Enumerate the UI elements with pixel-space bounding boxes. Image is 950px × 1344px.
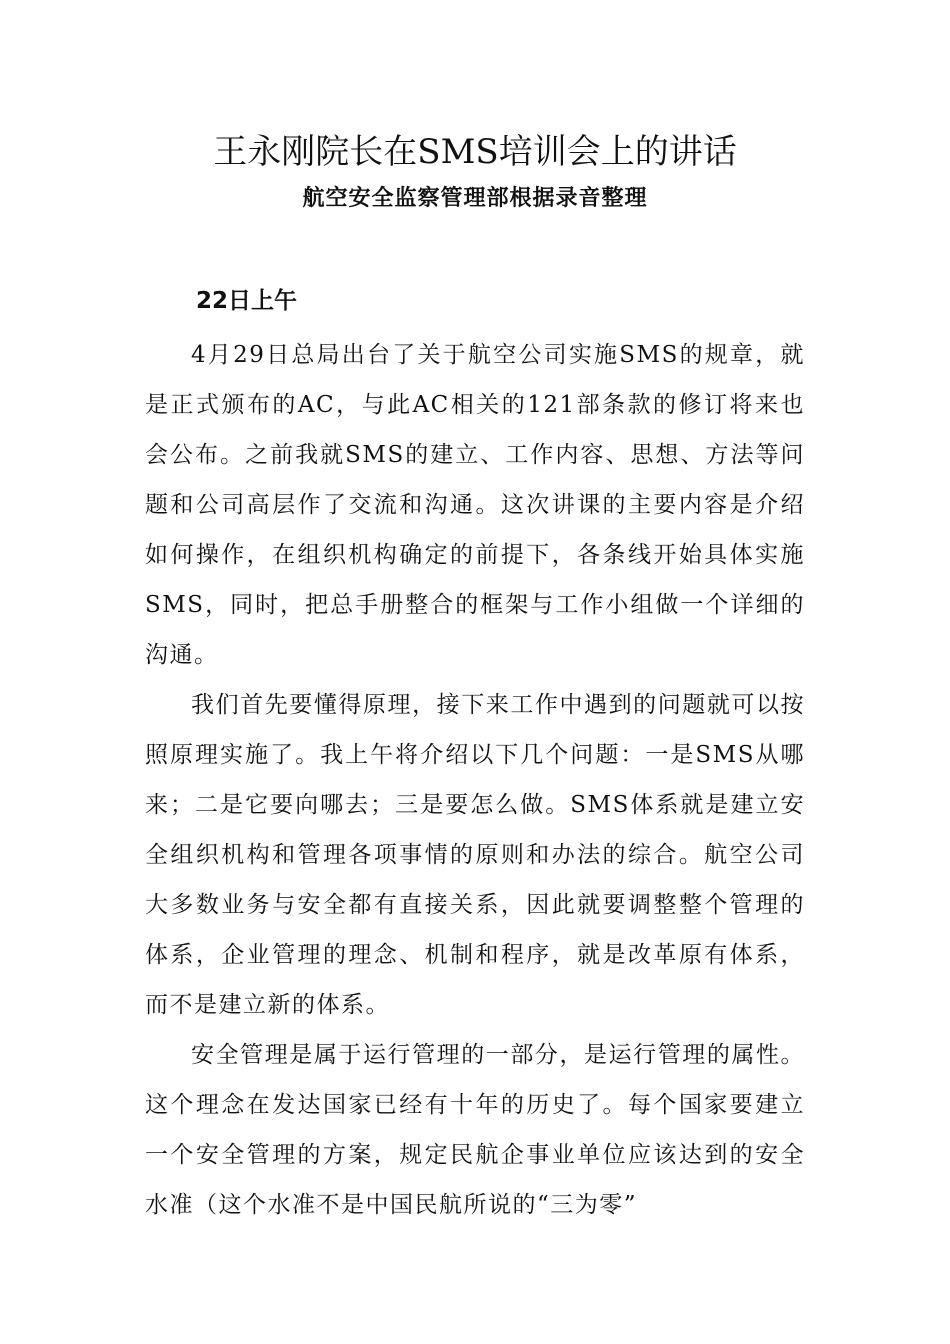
paragraph: 我们首先要懂得原理，接下来工作中遇到的问题就可以按照原理实施了。我上午将介绍以下几个问题：一是SMS从哪来；二是它要向哪去；三是要怎么做。SMS体系就是建立安全组织机构和管理各项事情的原则和办法的综合。航空公司大多数业务与安全都有直接关系，因此就要调整整个管理的体系，企业管理的理念、机制和程序，就是改革原有体系，而不是建立新的体系。: [145, 692, 805, 1018]
paragraph: 安全管理是属于运行管理的一部分，是运行管理的属性。这个理念在发达国家已经有十年的历史了。每个国家要建立一个安全管理的方案，规定民航企事业单位应该达到的安全水准（这个水准不是中国民航所说的“三为零”: [145, 1042, 805, 1218]
section-heading: 22日上午: [196, 288, 298, 314]
document-title: 王永刚院长在SMS培训会上的讲话: [213, 132, 737, 172]
document-subtitle: 航空安全监察管理部根据录音整理: [302, 186, 648, 211]
document-body: [145, 330, 805, 1230]
paragraph: 4月29日总局出台了关于航空公司实施SMS的规章，就是正式颁布的AC，与此AC相关的121部条款的修订将来也会公布。之前我就SMS的建立、工作内容、思想、方法等问题和公司高层作了交流和沟通。这次讲课的主要内容是介绍如何操作，在组织机构确定的前提下，各条线开始具体实施SMS，同时，把总手册整合的框架与工作小组做一个详细的沟通。: [145, 342, 805, 668]
